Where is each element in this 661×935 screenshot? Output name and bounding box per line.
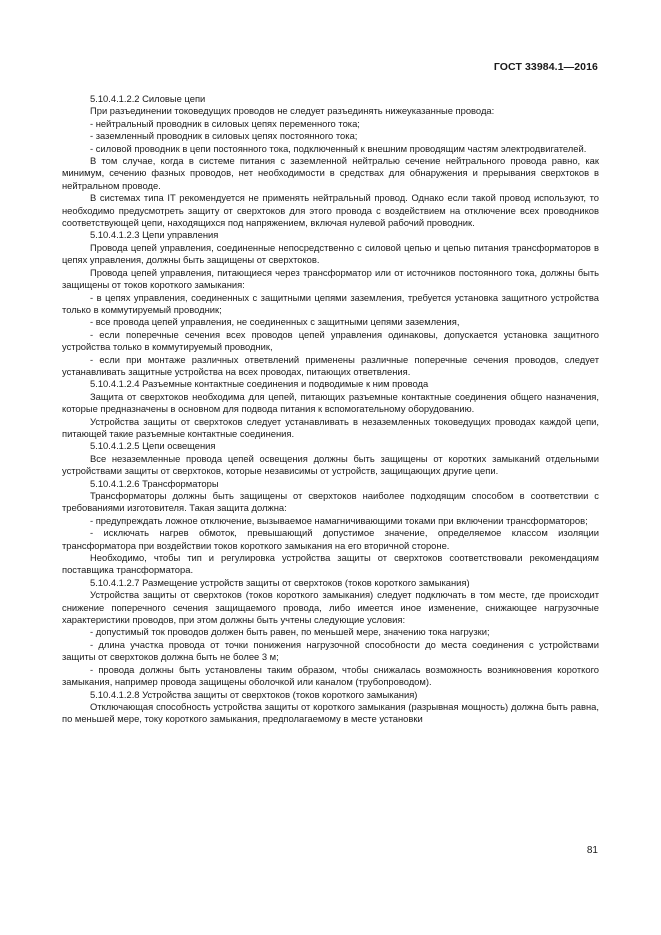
list-item: - исключать нагрев обмоток, превышающий допустимое значение, определяемое классом изоляции трансформатора при воздействии токов короткого замыкания на его вторичной стороне. [62,527,599,551]
section-heading: 5.10.4.1.2.2 Силовые цепи [90,93,206,104]
paragraph: В системах типа IT рекомендуется не применять нейтральный провод. Однако если такой провод используют, то необходимо предусмотреть защиту от сверхтоков для этого провода с воздействием на отключение всех проводников соответствующей цепи, находящихся под напряжением, включая нулевой рабочий проводник. [62,192,599,229]
list-item: - если поперечные сечения всех проводов цепей управления одинаковы, допускается установка защитного устройства только в коммутируемый проводник, [62,328,599,353]
paragraph: Защита от сверхтоков необходима для цепей, питающих разъемные контактные соединения общего назначения, которые предназначены в основном для подвода питания к вспомогательному оборудованию. [62,390,599,415]
page-number: 81 [586,845,598,856]
section-heading: 5.10.4.1.2.7 Размещение устройств защиты от сверхтоков (токов короткого замыкания) [90,576,470,588]
list-item: - провода должны быть установлены таким образом, чтобы снижалась возможность возникновения короткого замыкания, например провода защищены оболочкой или каналом (трубопроводом). [62,663,599,688]
list-item: - заземленный проводник в силовых цепях постоянного тока; [90,130,358,142]
list-item: - в цепях управления, соединенных с защитными цепями заземления, требуется установка защитного устройства только в коммутируемый проводник; [62,291,599,315]
paragraph: Отключающая способность устройства защиты от короткого замыкания (разрывная мощность) должна быть равна, по меньшей мере, току короткого замыкания, предполагаемому в месте установки [62,700,599,725]
paragraph: В том случае, когда в системе питания с заземленной нейтралью сечение нейтрального провода равно, как минимум, сечению фазных проводов, нет необходимости в средствах для обнаружения и прерывания сверхтоков в нейтральном проводе. [62,155,599,191]
paragraph: Провода цепей управления, питающиеся через трансформатор или от источников постоянного тока, должны быть защищены от токов короткого замыкания: [62,266,599,291]
paragraph: Все незаземленные провода цепей освещения должны быть защищены от коротких замыканий отдельными устройствами защиты от сверхтоков, которые независимы от устройств, защищающих другие цепи. [62,452,599,477]
section-heading: 5.10.4.1.2.6 Трансформаторы [90,477,219,489]
list-item: - все провода цепей управления, не соединенных с защитными цепями заземления, [90,316,460,328]
section-heading: 5.10.4.1.2.5 Цепи освещения [90,440,216,452]
list-item: - допустимый ток проводов должен быть равен, по меньшей мере, значению тока нагрузки; [90,626,490,638]
document-header: ГОСТ 33984.1—2016 [493,61,598,73]
paragraph: Провода цепей управления, соединенные непосредственно с силовой цепью и цепью питания трансформаторов в цепях управления, должны быть защищены от сверхтоков. [62,241,599,266]
section-heading: 5.10.4.1.2.4 Разъемные контактные соединения и подводимые к ним провода [90,378,429,390]
list-item: - длина участка провода от точки понижения нагрузочной способности до места соединения с устройствами защиты от сверхтоков должна быть не более 3 м; [62,638,599,663]
list-item: - если при монтаже различных ответвлений применены различные поперечные сечения проводов, следует устанавливать защитные устройства на всех проводах, питающих ответвления. [62,353,599,377]
paragraph: Трансформаторы должны быть защищены от сверхтоков наиболее подходящим способом в соответствии с требованиями изготовителя. Такая защита должна: [62,490,599,514]
paragraph: Необходимо, чтобы тип и регулировка устройства защиты от сверхтоков соответствовали рекомендациям поставщика трансформатора. [62,552,599,576]
paragraph: При разъединении токоведущих проводов не следует разъединять нижеуказанные провода: [90,105,495,117]
paragraph: Устройства защиты от сверхтоков (токов короткого замыкания) следует подключать в том месте, где происходит снижение поперечного сечения защищаемого провода, либо имеется иное изменение, снижающее нагрузочные характеристики проводов, при этом должны быть учтены следующие условия: [62,589,599,626]
section-heading: 5.10.4.1.2.3 Цепи управления [90,229,219,241]
paragraph: Устройства защиты от сверхтоков следует устанавливать в незаземленных токоведущих проводах каждой цепи, питающей такие разъемные контактные соединения. [62,415,599,439]
list-item: - силовой проводник в цепи постоянного тока, подключенный к внешним проводящим частям электродвигателей. [90,142,587,154]
section-heading: 5.10.4.1.2.8 Устройства защиты от сверхтоков (токов короткого замыкания) [90,688,418,700]
list-item: - предупреждать ложное отключение, вызываемое намагничивающими токами при включении трансформаторов; [90,514,588,526]
list-item: - нейтральный проводник в силовых цепях переменного тока; [90,117,360,129]
document-body [62,93,599,726]
